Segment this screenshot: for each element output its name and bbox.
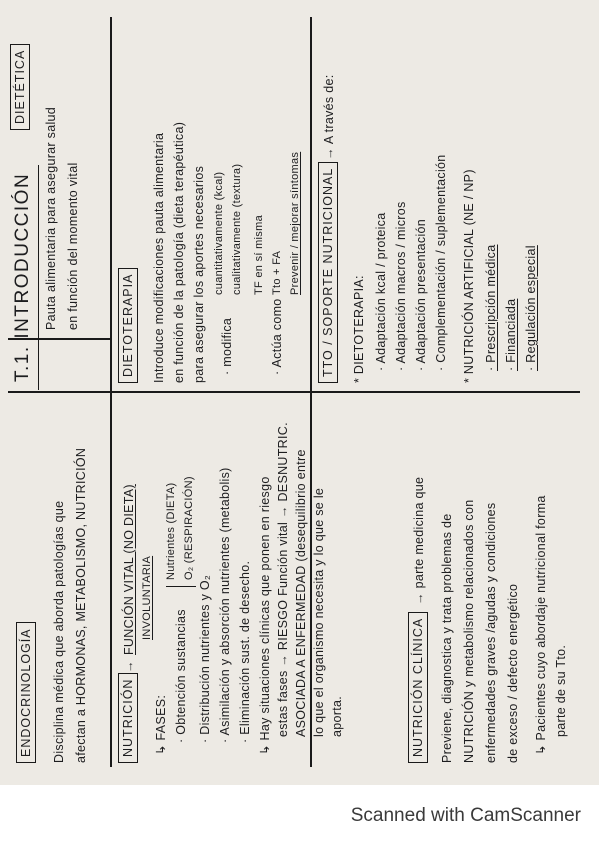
- dietetica-line-2: en función del momento vital: [66, 162, 80, 330]
- situaciones-line-3: ASOCIADA A ENFERMEDAD (desequilibrio entre: [294, 449, 308, 737]
- modifica-item-1: cuantitativamente (kcal): [213, 171, 225, 295]
- dietoterapia-box: DIETOTERAPIA: [118, 268, 138, 383]
- endocrinologia-line-1: Disciplina médica que aborda patologías que: [52, 500, 66, 763]
- nutricion-clinica-line-4: enfermedades graves /agudas y condiciones: [484, 502, 498, 763]
- actua-label: · Actúa como: [270, 298, 284, 375]
- fase-item-1: · Obtención sustancias: [174, 609, 188, 743]
- dietoterapia-line-1: Introduce modificaciones pauta alimentaria: [152, 132, 166, 383]
- soporte-diet-item-1: · Adaptación kcal / proteica: [374, 212, 388, 371]
- artificial-item-2: · Financiada: [504, 298, 518, 371]
- nutricion-box: NUTRICIÓN: [118, 673, 138, 763]
- bracket-item-2: O₂ (RESPIRACIÓN): [183, 476, 195, 580]
- nutricion-clinica-line-5: de exceso / defecto energético: [506, 583, 520, 763]
- soporte-diet-item-2: · Adaptación macros / micros: [394, 201, 408, 371]
- artificial-title: * NUTRICIÓN ARTIFICIAL (NE / NP): [462, 169, 476, 383]
- nutricion-involuntaria: INVOLUNTARIA: [141, 555, 153, 640]
- soporte-traves: → A través de:: [322, 74, 336, 160]
- scanner-footer: [0, 785, 599, 848]
- fase-item-4: · Eliminación sust. de desecho.: [238, 560, 252, 743]
- fase-item-2: · Distribución nutrientes y O₂: [198, 574, 212, 743]
- fases-label: ↳ FASES:: [154, 694, 168, 755]
- nutricion-arrow: →: [122, 660, 136, 673]
- soporte-diet-item-4: · Complementación / suplementación: [434, 154, 448, 371]
- right-lower-divider: [8, 391, 110, 393]
- dietoterapia-title: * DIETOTERAPIA:: [352, 275, 366, 383]
- artificial-item-3: · Regulación especial: [524, 245, 538, 371]
- dietetica-box: DIETÉTICA: [10, 44, 30, 130]
- nutricion-funcion-vital: FUNCIÓN VITAL (NO DIETA): [122, 484, 136, 655]
- dietetica-line-1: Pauta alimentaria para asegurar salud: [44, 106, 58, 330]
- modifica-item-2: cualitativamente (textura): [231, 163, 243, 295]
- nutricion-clinica-line-1: → parte medicina que: [412, 476, 426, 605]
- nutricion-clinica-box: NUTRICIÓN CLÍNICA: [408, 612, 428, 763]
- left-column-divider: [110, 391, 580, 393]
- bracket-mark: [166, 586, 196, 587]
- nutricion-clinica-line-3: NUTRICIÓN y metabolismo relacionados con: [462, 499, 476, 763]
- fase-item-3: · Asimilación y absorción nutrientes (metabolis): [218, 467, 232, 743]
- page-title: T.1. INTRODUCCIÓN: [8, 165, 39, 390]
- modifica-label: · modifica: [220, 317, 234, 375]
- actua-item-3: Prevenir / mejorar síntomas: [289, 151, 301, 295]
- actua-item-2: Tto + FA: [271, 250, 283, 295]
- dietoterapia-line-2: en función de la patología (dieta terapéutica): [172, 121, 186, 383]
- situaciones-line-2: estas fases → RIESGO Función vital → DESNUTRIC.: [276, 422, 290, 737]
- actua-item-1: TF en sí misma: [253, 215, 265, 295]
- situaciones-line-5: aporta.: [330, 695, 344, 737]
- endocrinologia-line-2: afectan a HORMONAS, METABOLISMO, NUTRICIÓN: [74, 447, 88, 763]
- bracket-item-1: Nutrientes (DIETA): [165, 482, 177, 580]
- soporte-box: TTO / SOPORTE NUTRICIONAL: [318, 162, 338, 383]
- pacientes-line-2: parte de su Tto.: [554, 644, 568, 737]
- situaciones-line-4: lo que el organismo necesita y lo que se le: [312, 487, 326, 737]
- situaciones-line-1: ↳ Hay situaciones clínicas que ponen en riesgo: [258, 476, 272, 755]
- pacientes-line-1: ↳ Pacientes cuyo abordaje nutricional forma: [534, 495, 548, 755]
- soporte-diet-item-3: · Adaptación presentación: [414, 218, 428, 371]
- endocrinologia-box: ENDOCRINOLOGÍA: [16, 622, 36, 763]
- dietoterapia-line-3: para asegurar los aportes necesarios: [192, 165, 206, 383]
- nutricion-clinica-line-2: Previene, diagnostica y trata problemas de: [440, 513, 454, 763]
- artificial-item-1: · Prescripción médica: [484, 244, 498, 371]
- camscanner-watermark: Scanned with CamScanner: [350, 805, 581, 826]
